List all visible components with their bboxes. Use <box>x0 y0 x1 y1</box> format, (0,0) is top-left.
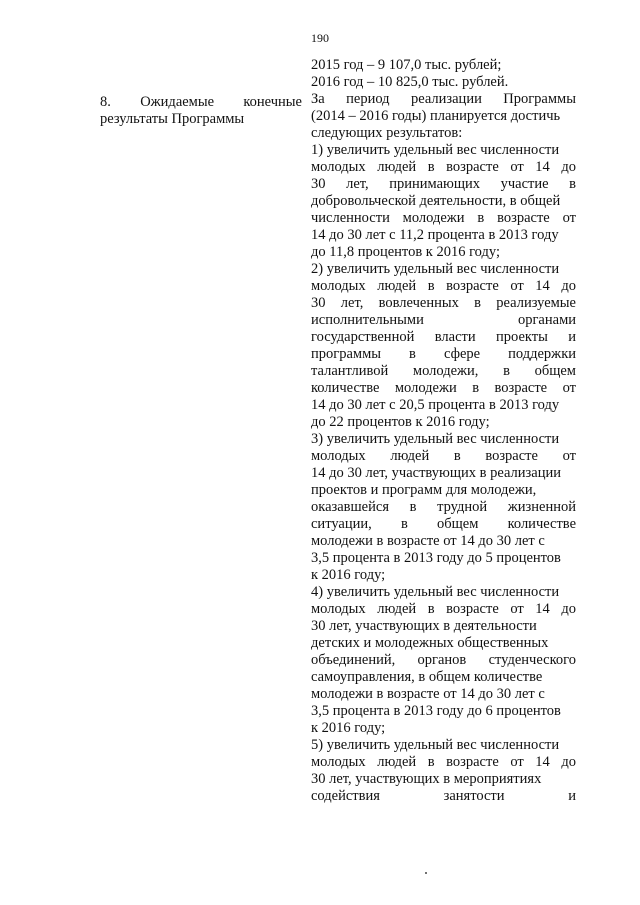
word: людей <box>390 448 430 464</box>
word: в <box>453 448 461 464</box>
text-line <box>311 499 576 516</box>
word: от <box>510 601 524 617</box>
word: вовлеченных <box>378 295 459 311</box>
word: молодых <box>311 448 366 464</box>
text-line <box>311 159 576 176</box>
word: Программы <box>503 91 576 107</box>
text-line: 30 лет, участвующих в мероприятиях <box>311 771 542 787</box>
word: в <box>474 295 481 311</box>
text-line <box>311 601 576 618</box>
word: людей <box>377 754 417 770</box>
text-line: 14 до 30 лет, участвующих в реализации <box>311 465 561 481</box>
word: от <box>510 159 524 175</box>
text-line: добровольческой деятельности, в общей <box>311 193 561 209</box>
word: молодых <box>311 278 366 294</box>
text-line: молодежи в возрасте от 14 до 30 лет с <box>311 686 545 702</box>
text-line: (2014 – 2016 годы) планируется достичь <box>311 108 561 124</box>
text-line: следующих результатов: <box>311 125 463 141</box>
text-line <box>311 652 576 669</box>
word: в <box>427 601 435 617</box>
word: до <box>561 159 576 175</box>
text-line: 1) увеличить удельный вес численности <box>311 142 560 158</box>
word: численности <box>311 210 390 226</box>
word: общем <box>436 516 479 532</box>
word: органов <box>417 652 467 668</box>
word: и <box>568 788 576 804</box>
word: талантливой <box>311 363 389 379</box>
word: За <box>311 91 325 107</box>
word: молодежи <box>402 210 465 226</box>
word: ситуации, <box>311 516 372 532</box>
word: молодых <box>311 754 366 770</box>
word: людей <box>377 159 417 175</box>
word: от <box>510 754 524 770</box>
text-line <box>311 448 576 465</box>
text-line <box>311 295 576 312</box>
word: реализуемые <box>496 295 576 311</box>
word: возрасте <box>446 278 499 294</box>
word: в <box>427 278 435 294</box>
text-line: проектов и программ для молодежи, <box>311 482 537 498</box>
scan-speck <box>425 872 427 874</box>
word: до <box>561 601 576 617</box>
text-line: 3,5 процента в 2013 году до 5 процентов <box>311 550 561 566</box>
word: трудной <box>437 499 488 515</box>
text-line: 3,5 процента в 2013 году до 6 процентов <box>311 703 561 719</box>
word: молодых <box>311 159 366 175</box>
word: 14 <box>535 278 550 294</box>
text-line: детских и молодежных общественных <box>311 635 549 651</box>
text-line: 2) увеличить удельный вес численности <box>311 261 560 277</box>
word: проекты <box>496 329 548 345</box>
word: власти <box>434 329 476 345</box>
text-line: 14 до 30 лет с 11,2 процента в 2013 году <box>311 227 559 243</box>
word: в <box>472 380 480 396</box>
text-line <box>311 329 576 346</box>
text-line: к 2016 году; <box>311 567 386 583</box>
word: 30 <box>311 176 326 192</box>
text-line <box>311 91 576 108</box>
word: от <box>562 210 576 226</box>
section-content <box>311 57 576 805</box>
word: возрасте <box>446 159 499 175</box>
text-line: 5) увеличить удельный вес численности <box>311 737 560 753</box>
section-label-line-1 <box>100 94 302 111</box>
word: занятости <box>443 788 505 804</box>
word: 30 <box>311 295 326 311</box>
text-line <box>311 346 576 363</box>
word: 14 <box>535 601 550 617</box>
text-line: самоуправления, в общем количестве <box>311 669 543 685</box>
text-line: до 22 процентов к 2016 году; <box>311 414 490 430</box>
text-line: 2015 год – 9 107,0 тыс. рублей; <box>311 57 502 73</box>
word: и <box>568 329 576 345</box>
word: до <box>561 754 576 770</box>
word: оказавшейся <box>311 499 389 515</box>
text-line <box>311 363 576 380</box>
word: людей <box>377 601 417 617</box>
word: в <box>427 159 435 175</box>
word: молодежи <box>394 380 457 396</box>
text-line: 14 до 30 лет с 20,5 процента в 2013 году <box>311 397 560 413</box>
text-line: 2016 год – 10 825,0 тыс. рублей. <box>311 74 509 90</box>
word: участие <box>500 176 549 192</box>
text-line: 30 лет, участвующих в деятельности <box>311 618 537 634</box>
text-line: 3) увеличить удельный вес численности <box>311 431 560 447</box>
word: молодых <box>311 601 366 617</box>
text-line: до 11,8 процентов к 2016 году; <box>311 244 500 260</box>
word: в <box>400 516 408 532</box>
section-number: 8. <box>100 94 111 110</box>
word: количестве <box>507 516 576 532</box>
word: в <box>503 363 510 379</box>
word: в <box>409 499 417 515</box>
text-line: 4) увеличить удельный вес численности <box>311 584 560 600</box>
word: в <box>427 754 435 770</box>
text-line <box>311 380 576 397</box>
text-line: молодежи в возрасте от 14 до 30 лет с <box>311 533 545 549</box>
word: в <box>409 346 416 362</box>
word: реализации <box>410 91 482 107</box>
word: лет, <box>340 295 364 311</box>
word: исполнительными <box>311 312 424 328</box>
word: студенческого <box>488 652 576 668</box>
text-line <box>311 278 576 295</box>
word: возрасте <box>446 601 499 617</box>
section-word-1: Ожидаемые <box>140 94 215 110</box>
word: возрасте <box>485 448 538 464</box>
word: период <box>346 91 390 107</box>
text-line <box>311 788 576 805</box>
word: от <box>562 380 576 396</box>
word: людей <box>377 278 417 294</box>
text-line <box>311 210 576 227</box>
section-word-2: конечные <box>243 94 302 110</box>
section-label-line-2: результаты Программы <box>100 111 245 127</box>
text-line <box>311 312 576 329</box>
word: количестве <box>311 380 380 396</box>
word: общем <box>534 363 576 379</box>
word: государственной <box>311 329 415 345</box>
text-line: к 2016 году; <box>311 720 386 736</box>
word: жизненной <box>507 499 576 515</box>
word: объединений, <box>311 652 396 668</box>
word: от <box>510 278 524 294</box>
word: возрасте <box>497 210 550 226</box>
word: содействия <box>311 788 380 804</box>
word: возрасте <box>494 380 548 396</box>
text-line <box>311 754 576 771</box>
word: программы <box>311 346 381 362</box>
word: в <box>477 210 485 226</box>
word: 14 <box>535 159 550 175</box>
word: органами <box>517 312 576 328</box>
word: в <box>569 176 576 192</box>
word: 14 <box>535 754 550 770</box>
word: сфере <box>443 346 481 362</box>
page-number: 190 <box>311 31 329 45</box>
word: от <box>562 448 576 464</box>
text-line <box>311 516 576 533</box>
text-line <box>311 176 576 193</box>
word: принимающих <box>389 176 481 192</box>
section-label <box>100 94 302 128</box>
word: до <box>561 278 576 294</box>
word: лет, <box>346 176 369 192</box>
word: молодежи, <box>412 363 479 379</box>
word: возрасте <box>446 754 499 770</box>
word: поддержки <box>508 346 576 362</box>
